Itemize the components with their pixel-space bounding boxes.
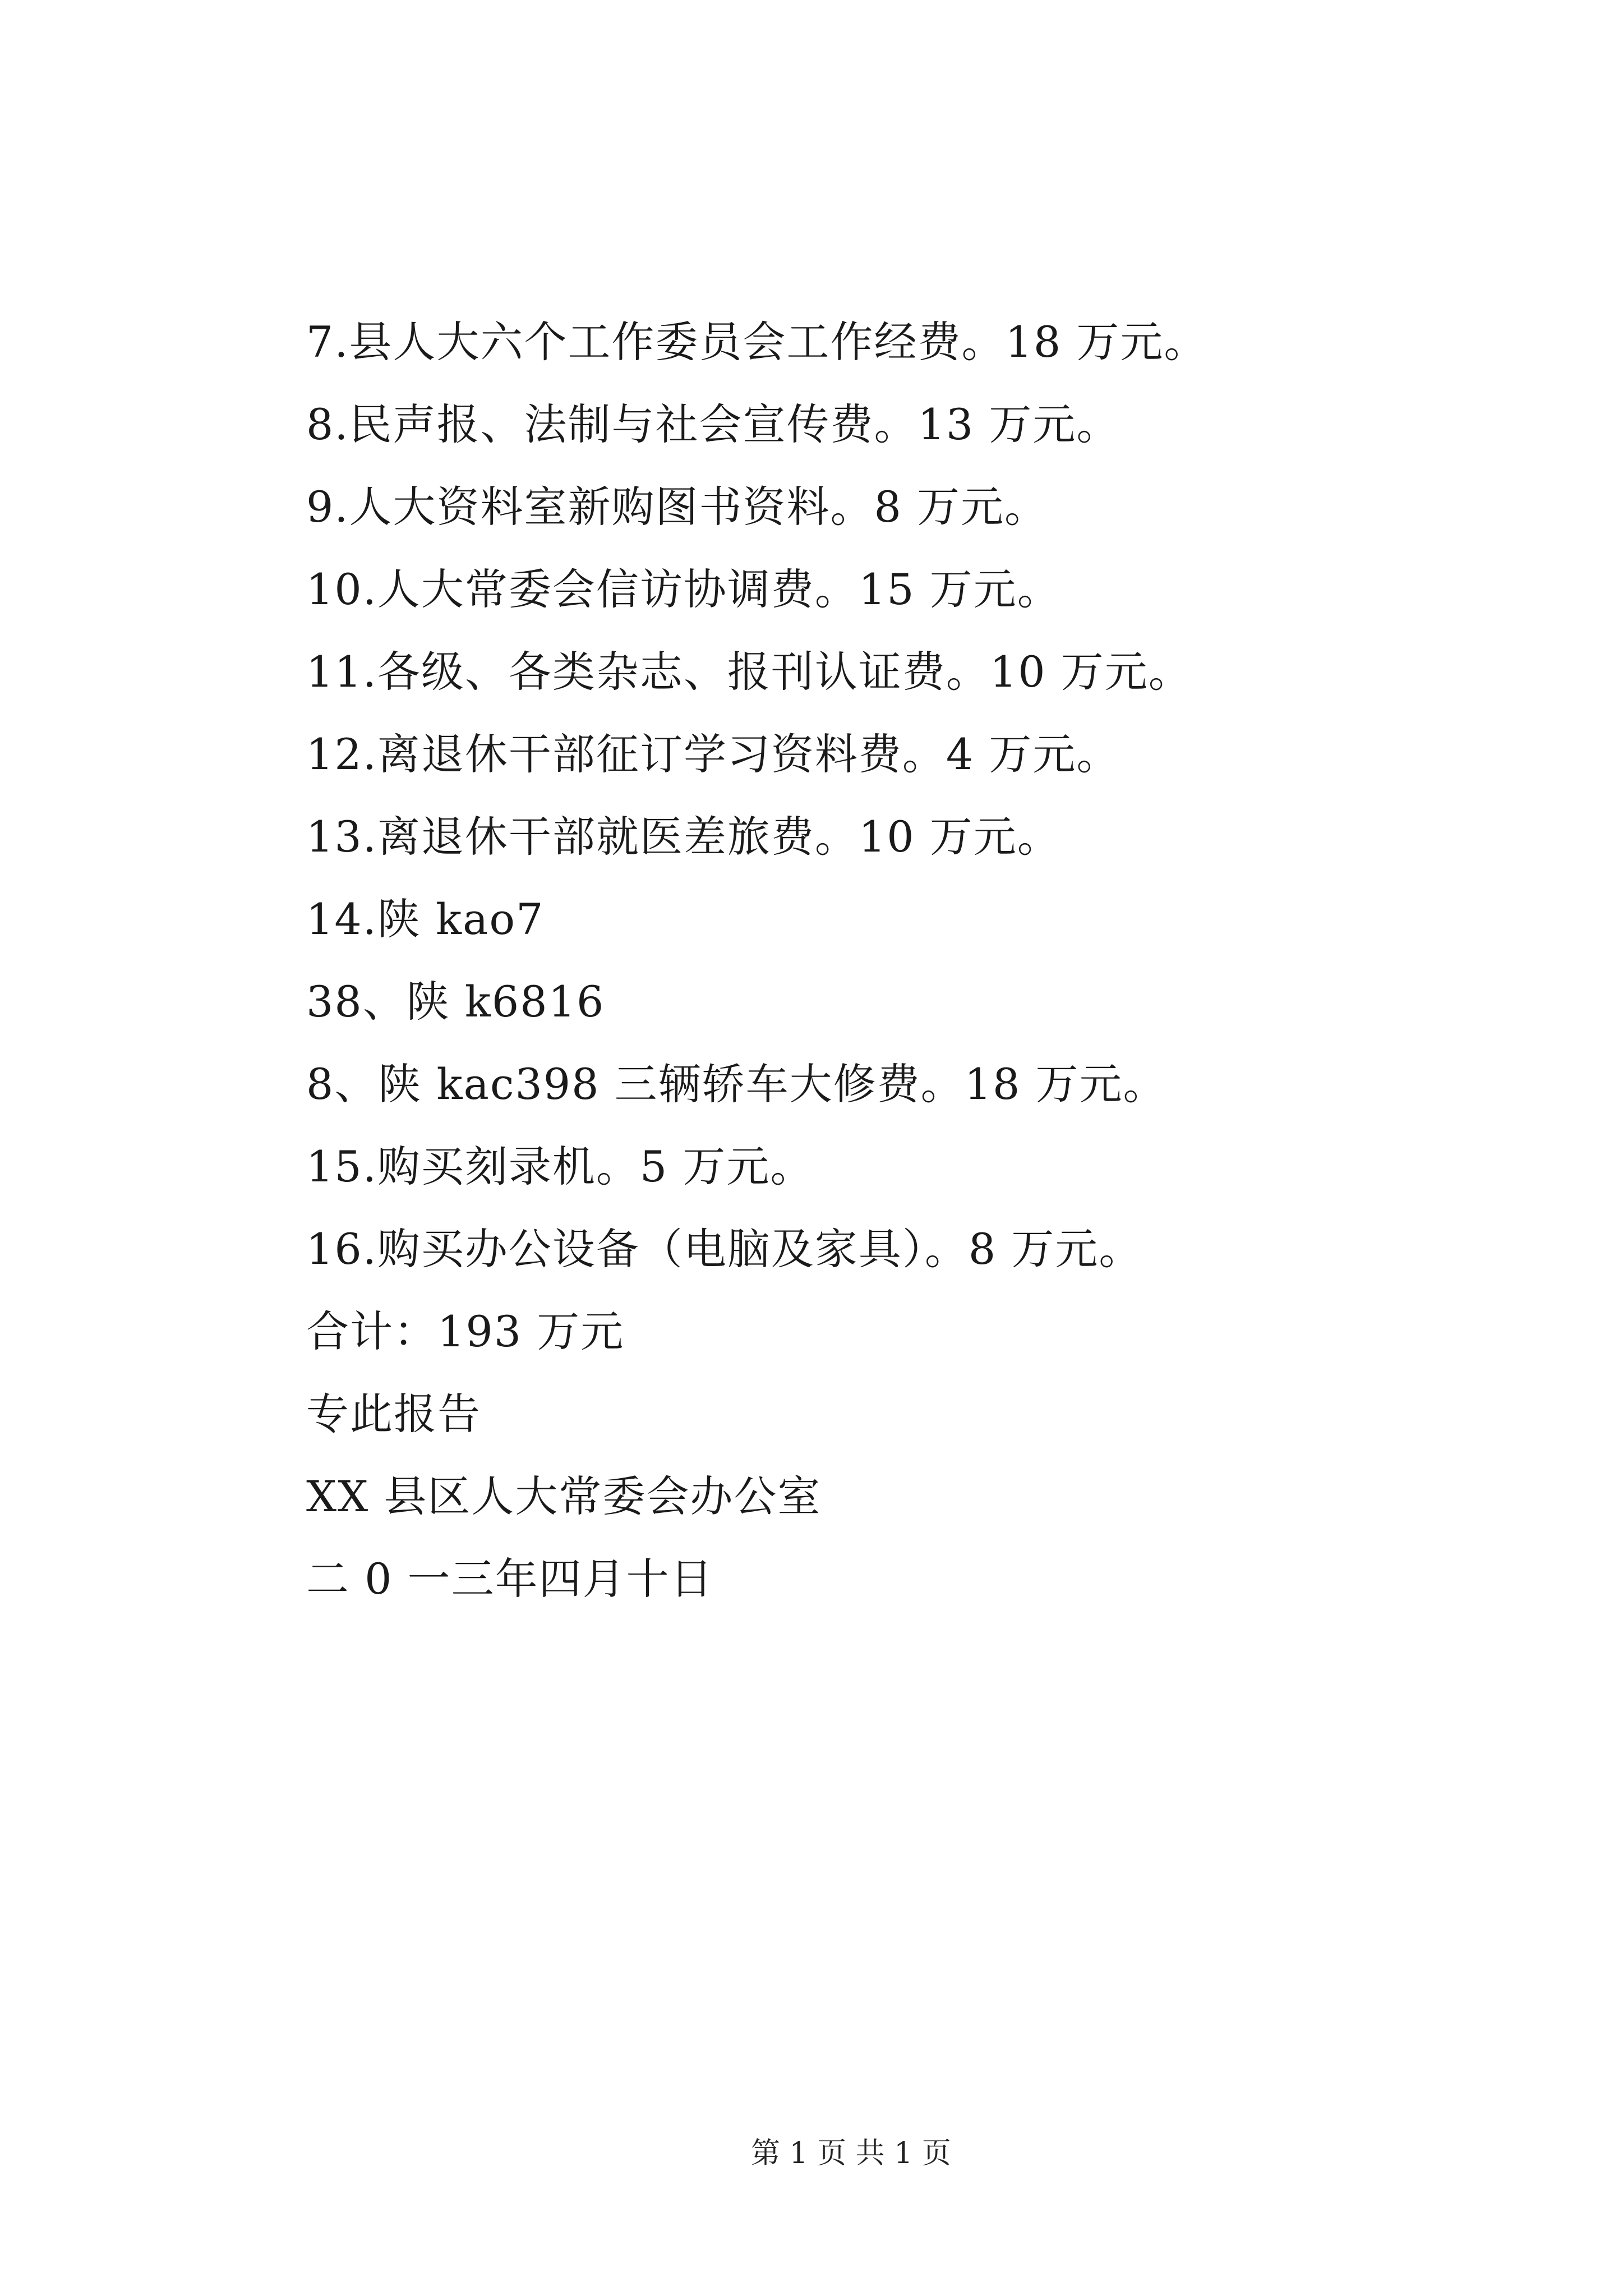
expense-item-7: 7.县人大六个工作委员会工作经费。18 万元。 (306, 317, 1208, 367)
expense-item-9: 9.人大资料室新购图书资料。8 万元。 (306, 482, 1049, 532)
expense-item-12: 12.离退休干部征订学习资料费。4 万元。 (306, 729, 1121, 779)
closing-phrase: 专此报告 (306, 1389, 481, 1439)
expense-item-14-line-3: 8、陕 kac398 三辆轿车大修费。18 万元。 (306, 1059, 1167, 1109)
expense-item-8: 8.民声报、法制与社会宣传费。13 万元。 (306, 399, 1121, 449)
issuer-name: XX 县区人大常委会办公室 (306, 1471, 822, 1521)
page-number-footer: 第 1 页 共 1 页 (751, 2137, 951, 2170)
expense-item-14-line-2: 38、陕 k6816 (306, 977, 605, 1027)
expense-item-11: 11.各级、各类杂志、报刊认证费。10 万元。 (306, 647, 1192, 697)
expense-item-15: 15.购买刻录机。5 万元。 (306, 1142, 814, 1191)
issue-date: 二 0 一三年四月十日 (306, 1554, 714, 1604)
expense-item-16: 16.购买办公设备（电脑及家具）。8 万元。 (306, 1224, 1143, 1274)
expense-item-10: 10.人大常委会信访协调费。15 万元。 (306, 564, 1061, 614)
total-line: 合计：193 万元 (306, 1306, 625, 1356)
document-body (306, 301, 1484, 1620)
expense-item-14-line-1: 14.陕 kao7 (306, 894, 545, 944)
expense-item-13: 13.离退休干部就医差旅费。10 万元。 (306, 812, 1061, 862)
